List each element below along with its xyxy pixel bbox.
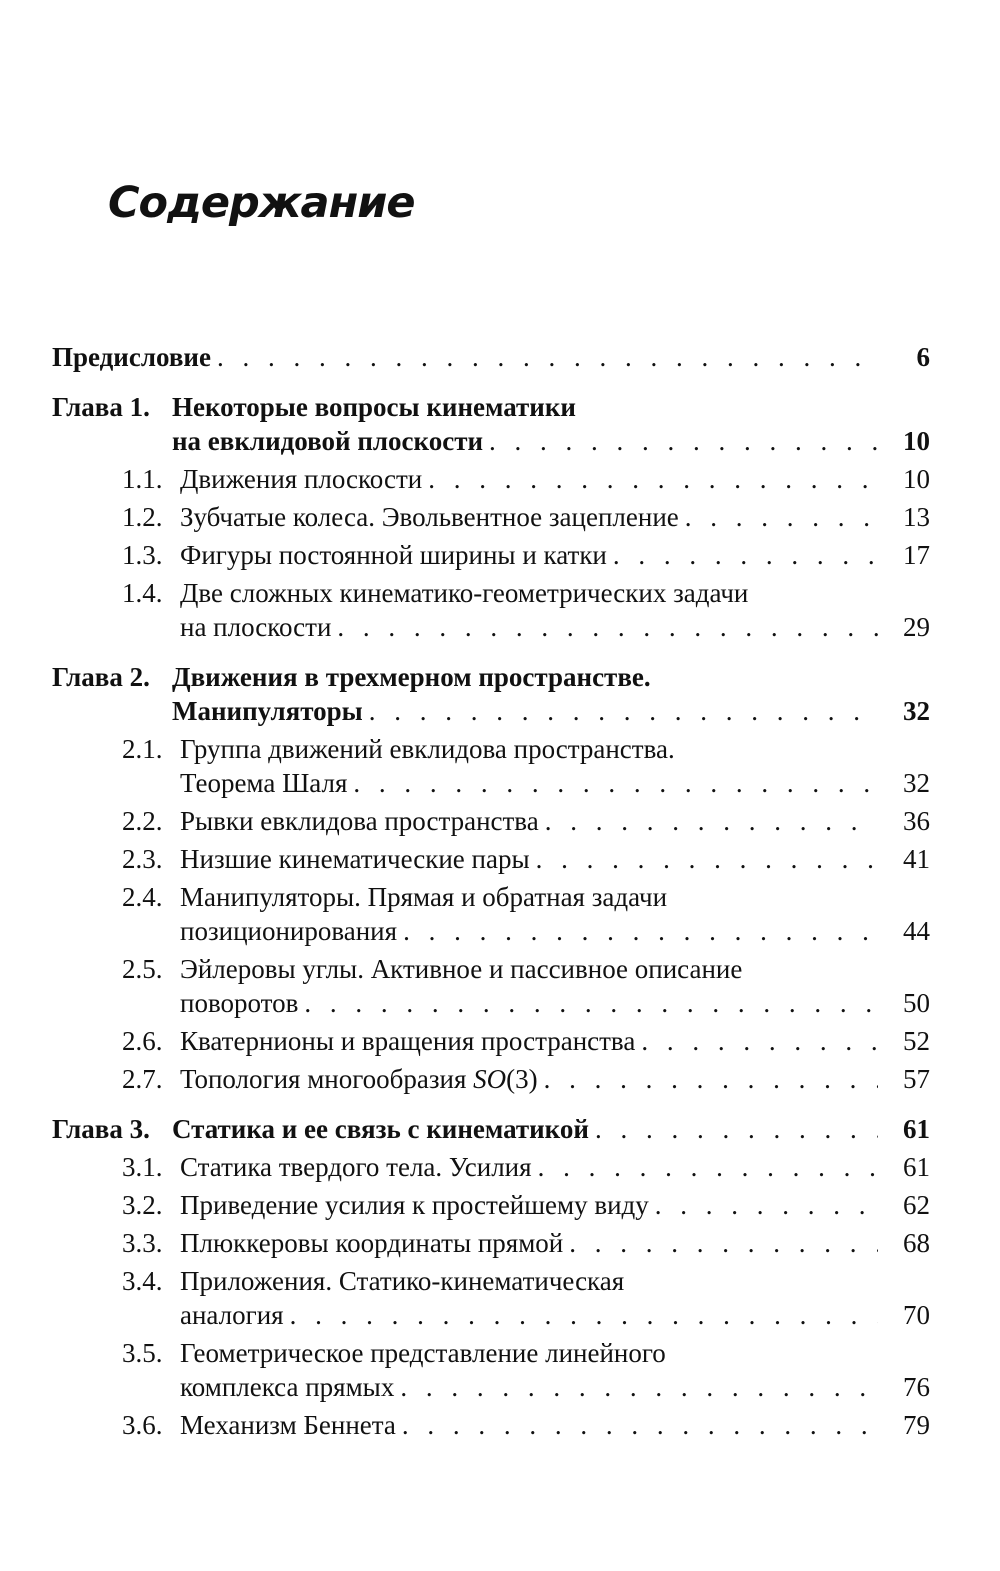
toc-chapter-entry[interactable] <box>52 660 930 728</box>
section-number: 1.4. <box>122 578 163 608</box>
entry-title-line: на плоскости <box>180 612 332 642</box>
entry-title-line: Механизм Беннета <box>180 1410 396 1440</box>
entry-title-line: Рывки евклидова пространства <box>180 806 539 836</box>
toc-section-entry[interactable] <box>52 1226 930 1260</box>
section-number: 2.3. <box>122 844 163 874</box>
chapter-number: Глава 1. <box>52 392 150 422</box>
dot-leader <box>400 1370 878 1404</box>
page-number: 79 <box>903 1410 930 1440</box>
page-number: 32 <box>903 768 930 798</box>
entry-title-line: поворотов <box>180 988 299 1018</box>
dot-leader <box>369 694 878 728</box>
section-number: 2.2. <box>122 806 163 836</box>
toc-chapter-entry[interactable] <box>52 390 930 458</box>
toc-section-entry[interactable] <box>52 1336 930 1404</box>
entry-title-line: позиционирования <box>180 916 398 946</box>
entry-title-line: Приведение усилия к простейшему виду <box>180 1190 649 1220</box>
entry-title-line: Геометрическое представление линейного <box>180 1338 666 1368</box>
toc-section-entry[interactable] <box>52 880 930 948</box>
section-number: 1.1. <box>122 464 163 494</box>
page-number: 70 <box>903 1300 930 1330</box>
entry-title-line: на евклидовой плоскости <box>172 426 484 456</box>
page-title: Содержание <box>108 178 415 228</box>
entry-title-line: Плюккеровы координаты прямой <box>180 1228 564 1258</box>
page-number: 61 <box>903 1152 930 1182</box>
entry-title-line: Манипуляторы <box>172 696 363 726</box>
page-number: 44 <box>903 916 930 946</box>
page-number: 32 <box>903 696 930 726</box>
toc-section-entry[interactable] <box>52 1188 930 1222</box>
section-number: 3.2. <box>122 1190 163 1220</box>
entry-title-line: Кватернионы и вращения пространства <box>180 1026 636 1056</box>
entry-title-line: Зубчатые колеса. Эвольвентное зацепление <box>180 502 679 532</box>
dot-leader <box>403 914 878 948</box>
dot-leader <box>428 462 878 496</box>
dot-leader <box>569 1226 878 1260</box>
toc-section-entry[interactable] <box>52 1024 930 1058</box>
toc-section-entry[interactable] <box>52 842 930 876</box>
page-number: 57 <box>903 1064 930 1094</box>
section-number: 1.3. <box>122 540 163 570</box>
entry-title-line: Топология многообразия SO(3) <box>180 1064 538 1094</box>
chapter-number: Глава 3. <box>52 1114 150 1144</box>
dot-leader <box>402 1408 878 1442</box>
toc-section-entry[interactable] <box>52 1150 930 1184</box>
entry-title-line: Статика и ее связь с кинематикой <box>172 1114 589 1144</box>
page-number: 6 <box>916 342 930 372</box>
page-number: 10 <box>903 426 930 456</box>
entry-title-line: Теорема Шаля <box>180 768 348 798</box>
section-number: 1.2. <box>122 502 163 532</box>
page-number: 36 <box>903 806 930 836</box>
dot-leader <box>538 1150 878 1184</box>
dot-leader <box>217 340 878 374</box>
page-number: 29 <box>903 612 930 642</box>
entry-title-line: Некоторые вопросы кинематики <box>172 392 576 422</box>
dot-leader <box>536 842 878 876</box>
toc-preface-entry[interactable] <box>52 340 930 374</box>
dot-leader <box>641 1024 878 1058</box>
toc-section-entry[interactable] <box>52 952 930 1020</box>
toc-section-entry[interactable] <box>52 500 930 534</box>
section-number: 3.1. <box>122 1152 163 1182</box>
section-number: 2.6. <box>122 1026 163 1056</box>
page-number: 50 <box>903 988 930 1018</box>
section-number: 2.4. <box>122 882 163 912</box>
toc-section-entry[interactable] <box>52 1264 930 1332</box>
chapter-number: Глава 2. <box>52 662 150 692</box>
entry-title-line: Низшие кинематические пары <box>180 844 530 874</box>
dot-leader <box>489 424 878 458</box>
page-number: 10 <box>903 464 930 494</box>
entry-title-line: комплекса прямых <box>180 1372 395 1402</box>
section-number: 2.5. <box>122 954 163 984</box>
dot-leader <box>353 766 878 800</box>
entry-title-line: Группа движений евклидова пространства. <box>180 734 675 764</box>
page-number: 62 <box>903 1190 930 1220</box>
entry-title-line: Две сложных кинематико-геометрических задачи <box>180 578 749 608</box>
section-number: 2.1. <box>122 734 163 764</box>
page-number: 41 <box>903 844 930 874</box>
page-number: 68 <box>903 1228 930 1258</box>
entry-title-line: аналогия <box>180 1300 284 1330</box>
toc-section-entry[interactable] <box>52 1408 930 1442</box>
page-number: 61 <box>903 1114 930 1144</box>
dot-leader <box>337 610 878 644</box>
dot-leader <box>290 1298 878 1332</box>
toc-section-entry[interactable] <box>52 804 930 838</box>
page-number: 13 <box>903 502 930 532</box>
section-number: 3.5. <box>122 1338 163 1368</box>
entry-title-line: Движения в трехмерном пространстве. <box>172 662 651 692</box>
dot-leader <box>595 1112 878 1146</box>
entry-title-line: Фигуры постоянной ширины и катки <box>180 540 607 570</box>
entry-title-line: Приложения. Статико-кинематическая <box>180 1266 625 1296</box>
page-number: 17 <box>903 540 930 570</box>
dot-leader <box>685 500 878 534</box>
dot-leader <box>655 1188 878 1222</box>
table-of-contents <box>52 340 930 1442</box>
toc-section-entry[interactable] <box>52 462 930 496</box>
dot-leader <box>613 538 878 572</box>
toc-section-entry[interactable] <box>52 1062 930 1096</box>
page-number: 76 <box>903 1372 930 1402</box>
entry-title-line: Предисловие <box>52 342 211 372</box>
entry-title-line: Эйлеровы углы. Активное и пассивное описание <box>180 954 743 984</box>
toc-section-entry[interactable] <box>52 732 930 800</box>
entry-title-line: Статика твердого тела. Усилия <box>180 1152 532 1182</box>
dot-leader <box>545 804 878 838</box>
page-number: 52 <box>903 1026 930 1056</box>
toc-chapter-entry[interactable] <box>52 1112 930 1146</box>
section-number: 3.6. <box>122 1410 163 1440</box>
toc-section-entry[interactable] <box>52 576 930 644</box>
entry-title-line: Движения плоскости <box>180 464 423 494</box>
dot-leader <box>304 986 878 1020</box>
section-number: 3.4. <box>122 1266 163 1296</box>
dot-leader <box>544 1062 878 1096</box>
section-number: 2.7. <box>122 1064 163 1094</box>
entry-title-line: Манипуляторы. Прямая и обратная задачи <box>180 882 668 912</box>
section-number: 3.3. <box>122 1228 163 1258</box>
toc-section-entry[interactable] <box>52 538 930 572</box>
